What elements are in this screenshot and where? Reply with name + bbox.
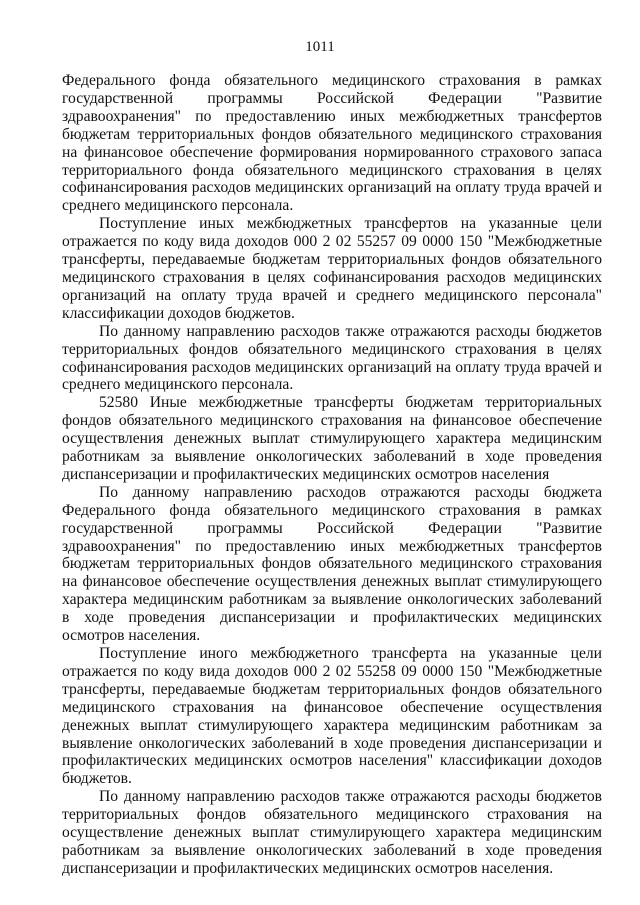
page-number: 1011 — [305, 39, 335, 55]
paragraph-1: Федерального фонда обязательного медицинского страхования в рамках государственной программы Российской Федерации "Развитие здравоохранения" по предоставлению иных межбюджетных трансфертов бюджетам территориальных фондов обязательного медицинского страхования на финансовое обеспечение формирования нормированного страхового запаса территориального фонда обязательного медицинского страхования в целях софинансирования расходов медицинских организаций на оплату труда врачей и среднего медицинского персонала. — [62, 72, 602, 215]
paragraph-4-code-52580: 52580 Иные межбюджетные трансферты бюджетам территориальных фондов обязательного медицинского страхования на финансовое обеспечение осуществления денежных выплат стимулирующего характера медицинским работникам за выявление онкологических заболеваний в ходе проведения диспансеризации и профилактических медицинских осмотров населения — [62, 394, 602, 483]
document-body — [62, 72, 602, 878]
paragraph-5: По данному направлению расходов отражаются расходы бюджета Федерального фонда обязательного медицинского страхования в рамках государственной программы Российской Федерации "Развитие здравоохранения" по предоставлению иных межбюджетных трансфертов бюджетам территориальных фондов обязательного медицинского страхования на финансовое обеспечение осуществления денежных выплат стимулирующего характера медицинским работникам за выявление онкологических заболеваний в ходе проведения диспансеризации и профилактических медицинских осмотров населения. — [62, 483, 602, 645]
paragraph-6: Поступление иного межбюджетного трансферта на указанные цели отражается по коду вида доходов 000 2 02 55258 09 0000 150 "Межбюджетные трансферты, передаваемые бюджетам территориальных фондов обязательного медицинского страхования на финансовое обеспечение осуществления денежных выплат стимулирующего характера медицинским работникам за выявление онкологических заболеваний в ходе проведения диспансеризации и профилактических медицинских осмотров населения" классификации доходов бюджетов. — [62, 645, 602, 788]
paragraph-3: По данному направлению расходов также отражаются расходы бюджетов территориальных фондов обязательного медицинского страхования в целях софинансирования расходов медицинских организаций на оплату труда врачей и среднего медицинского персонала. — [62, 322, 602, 394]
paragraph-7: По данному направлению расходов также отражаются расходы бюджетов территориальных фондов обязательного медицинского страхования на осуществление денежных выплат стимулирующего характера медицинским работникам за выявление онкологических заболеваний в ходе проведения диспансеризации и профилактических медицинских осмотров населения. — [62, 788, 602, 877]
paragraph-2: Поступление иных межбюджетных трансфертов на указанные цели отражается по коду вида доходов 000 2 02 55257 09 0000 150 "Межбюджетные трансферты, передаваемые бюджетам территориальных фондов обязательного медицинского страхования в целях софинансирования расходов медицинских организаций на оплату труда врачей и среднего медицинского персонала" классификации доходов бюджетов. — [62, 215, 602, 322]
